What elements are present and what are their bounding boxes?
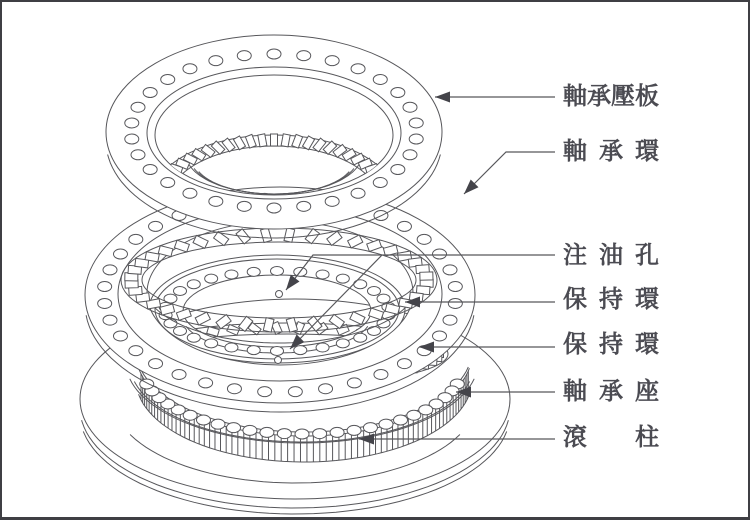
label-retaining-ring-upper: 保持環 <box>563 286 659 313</box>
label-roller: 滾柱 <box>563 424 659 451</box>
label-retaining-ring-lower: 保持環 <box>563 331 659 358</box>
label-bearing-ring: 軸承環 <box>563 138 659 165</box>
label-bearing-pressure-plate: 軸承壓板 <box>563 83 659 110</box>
label-oil-injection-hole: 注油孔 <box>563 242 659 269</box>
label-bearing-seat: 軸承座 <box>563 378 659 405</box>
